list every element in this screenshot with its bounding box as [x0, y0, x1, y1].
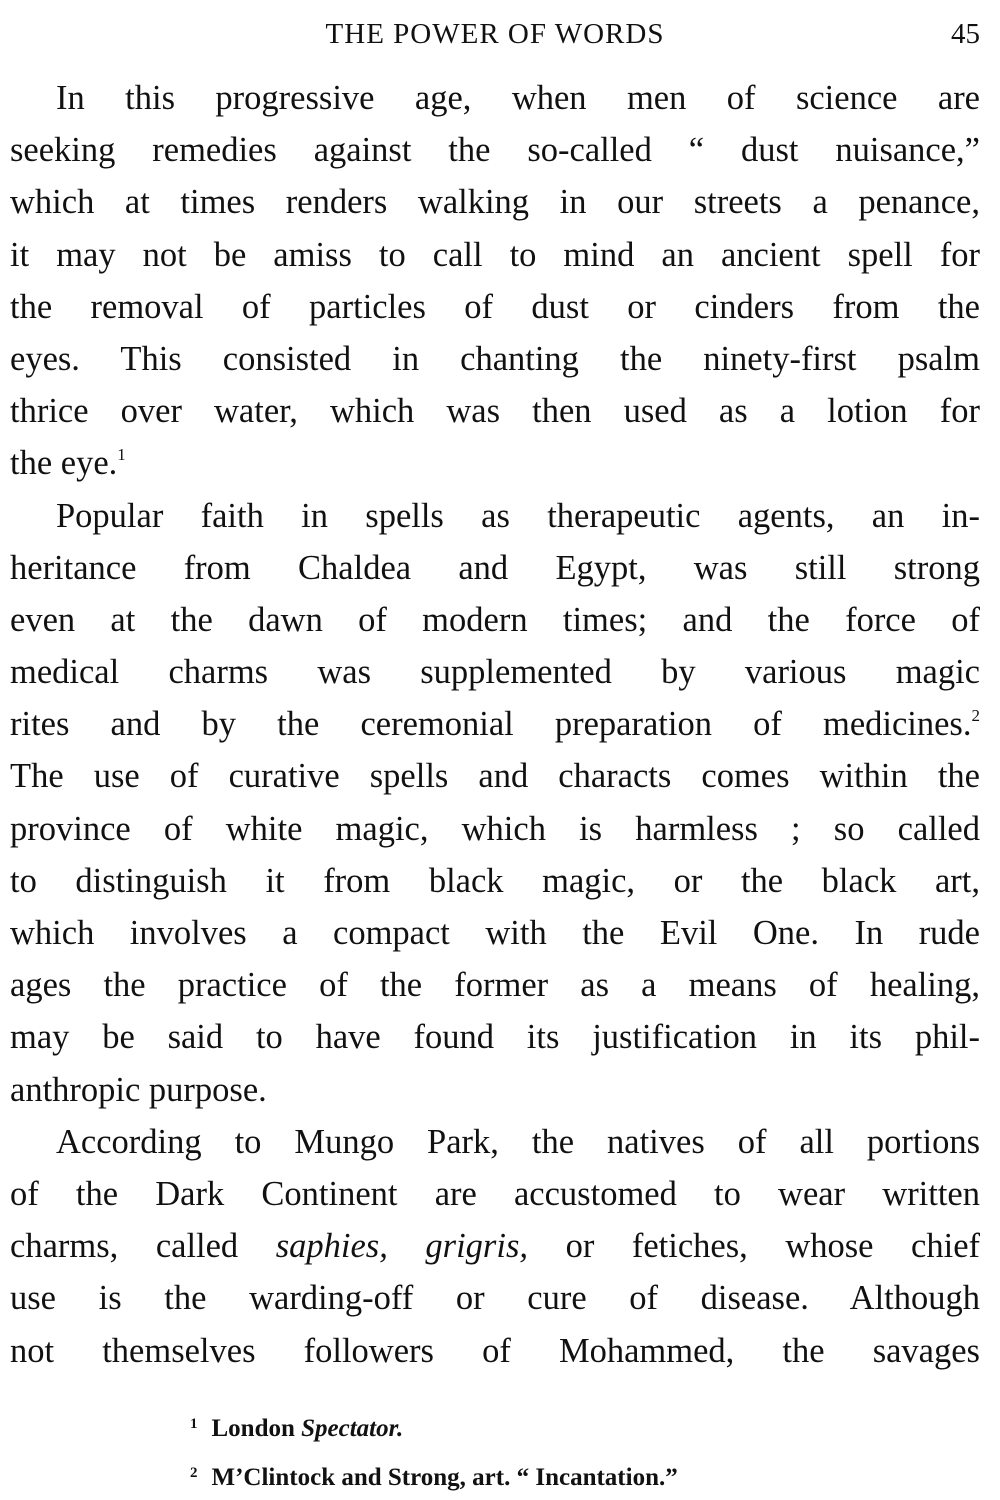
text-line [10, 698, 980, 750]
footnote-text: London [211, 1415, 302, 1442]
text-line: use is the warding-off or cure of disease. Although [10, 1279, 980, 1318]
text-line: heritance from Chaldea and Egypt, was still strong [10, 548, 980, 587]
footnote [190, 1402, 890, 1451]
text-line: province of white magic, which is harmless ; so called [10, 809, 980, 848]
running-title: THE POWER OF WORDS [325, 18, 665, 50]
footnote [190, 1451, 890, 1500]
text-line: ages the practice of the former as a means of healing, [10, 966, 980, 1005]
italic-term: grigris, [425, 1227, 528, 1266]
text-line: the removal of particles of dust or cinders from the [10, 287, 980, 326]
footnote-text: M’Clintock and Strong, art. “ Incantation.” [211, 1464, 678, 1491]
text-line: not themselves followers of Mohammed, the savages [10, 1331, 980, 1370]
text-line: to distinguish it from black magic, or the black art, [10, 861, 980, 900]
italic-term: saphies, [275, 1227, 388, 1266]
text-line [10, 1220, 980, 1272]
text-fragment [388, 1227, 426, 1265]
text-line: The use of curative spells and characts comes within the [10, 757, 980, 796]
text-line [10, 437, 980, 489]
text-line: In this progressive age, when men of science are [56, 79, 980, 117]
footnote-mark: 2 [190, 1465, 198, 1481]
text-line: medical charms was supplemented by various magic [10, 653, 980, 692]
footnotes [190, 1402, 890, 1500]
footnote-mark: 1 [190, 1416, 198, 1432]
footnote-italic: Spectator. [301, 1415, 404, 1442]
text-line: thrice over water, which was then used as a lotion for [10, 392, 980, 431]
running-head [10, 14, 980, 54]
footnote-ref: 1 [117, 445, 126, 465]
text-line: it may not be amiss to call to mind an ancient spell for [10, 235, 980, 274]
text-line: which at times renders walking in our streets a penance, [10, 183, 980, 222]
text-fragment: the eye. [10, 444, 118, 483]
text-fragment: charms, called [10, 1227, 276, 1266]
body-text [10, 72, 980, 1377]
text-line: According to Mungo Park, the natives of all portions [56, 1122, 980, 1161]
text-line: anthropic purpose. [10, 1070, 267, 1109]
text-line: may be said to have found its justification in its phil- [10, 1018, 980, 1057]
text-line: which involves a compact with the Evil One. In rude [10, 914, 980, 952]
text-line: even at the dawn of modern times; and the force of [10, 600, 980, 639]
text-fragment: or fetiches, whose chief [528, 1227, 980, 1266]
page-number: 45 [951, 18, 980, 50]
text-line: seeking remedies against the so-called “ dust nuisance,” [10, 131, 980, 170]
text-line: of the Dark Continent are accustomed to wear written [10, 1174, 980, 1213]
text-line: eyes. This consisted in chanting the ninety-first psalm [10, 339, 980, 378]
text-line: Popular faith in spells as therapeutic agents, an in- [56, 496, 980, 535]
footnote-ref: 2 [971, 706, 980, 726]
text-fragment: rites and by the ceremonial preparation of medicines. [10, 705, 972, 744]
